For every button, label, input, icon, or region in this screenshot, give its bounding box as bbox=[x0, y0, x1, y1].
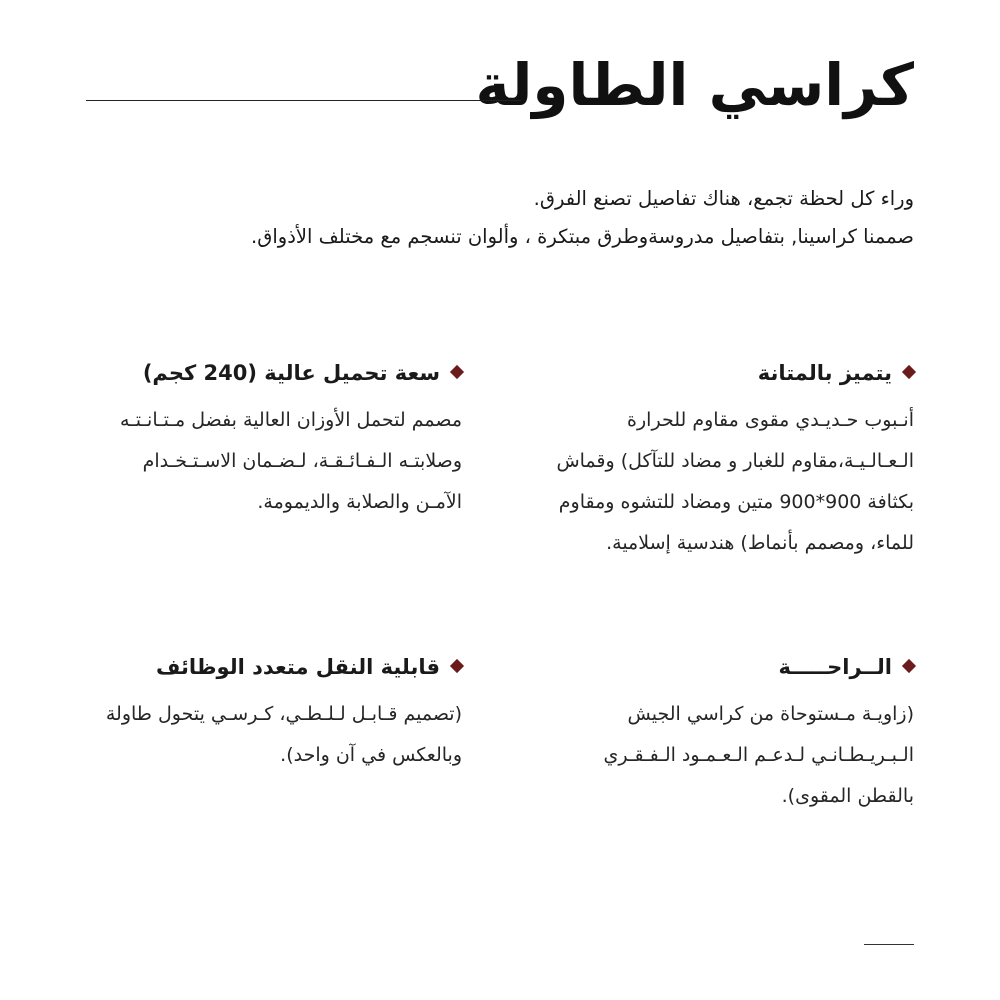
page-title: كراسي الطاولة bbox=[475, 51, 914, 119]
feature-heading bbox=[102, 650, 462, 684]
intro-text bbox=[114, 180, 914, 256]
feature-load-capacity bbox=[102, 356, 462, 523]
feature-heading bbox=[554, 650, 914, 684]
feature-durability bbox=[554, 356, 914, 564]
feature-heading-text: يتميز بالمتانة bbox=[757, 361, 892, 385]
feature-body: (تصميم قـابـل لـلـطـي، كـرسـي يتحول طاولة وبالعكس في آن واحد). bbox=[105, 703, 462, 766]
feature-heading-text: قابلية النقل متعدد الوظائف bbox=[156, 655, 440, 679]
diamond-bullet-icon bbox=[902, 365, 916, 379]
feature-heading bbox=[554, 356, 914, 390]
diamond-bullet-icon bbox=[450, 365, 464, 379]
feature-heading-text: سعة تحميل عالية (240 كجم) bbox=[142, 361, 440, 385]
feature-body: أنـبوب حـديـدي مقوى مقاوم للحرارة الـعـالـيـة،مقاوم للغبار و مضاد للتآكل) وقماش بكثافة 900*900 متين ومضاد للتشوه ومقاوم للماء، ومصمم بأنماط) هندسية إسلامية. bbox=[556, 409, 914, 554]
title-divider bbox=[86, 100, 521, 101]
intro-line-2: صممنا كراسينا, بتفاصيل مدروسةوطرق مبتكرة ، وألوان تنسجم مع مختلف الأذواق. bbox=[251, 225, 914, 248]
feature-body: مصمم لتحمل الأوزان العالية بفضل مـتـانـتـه وصلابتـه الـفـائـقـة، لـضـمان الاسـتـخـدام الآمـن والصلابة والديمومة. bbox=[119, 409, 462, 513]
feature-heading bbox=[102, 356, 462, 390]
footer-divider bbox=[864, 944, 914, 945]
feature-portability bbox=[102, 650, 462, 776]
feature-body: (زاويـة مـستوحاة من كراسي الجيش الـبـريـطـانـي لـدعـم الـعـمـود الـفـقـري بالقطن المقوى). bbox=[603, 703, 914, 807]
intro-line-1: وراء كل لحظة تجمع، هناك تفاصيل تصنع الفرق. bbox=[533, 187, 914, 210]
feature-heading-text: الــراحـــــة bbox=[778, 655, 892, 679]
diamond-bullet-icon bbox=[450, 659, 464, 673]
feature-comfort bbox=[554, 650, 914, 817]
diamond-bullet-icon bbox=[902, 659, 916, 673]
